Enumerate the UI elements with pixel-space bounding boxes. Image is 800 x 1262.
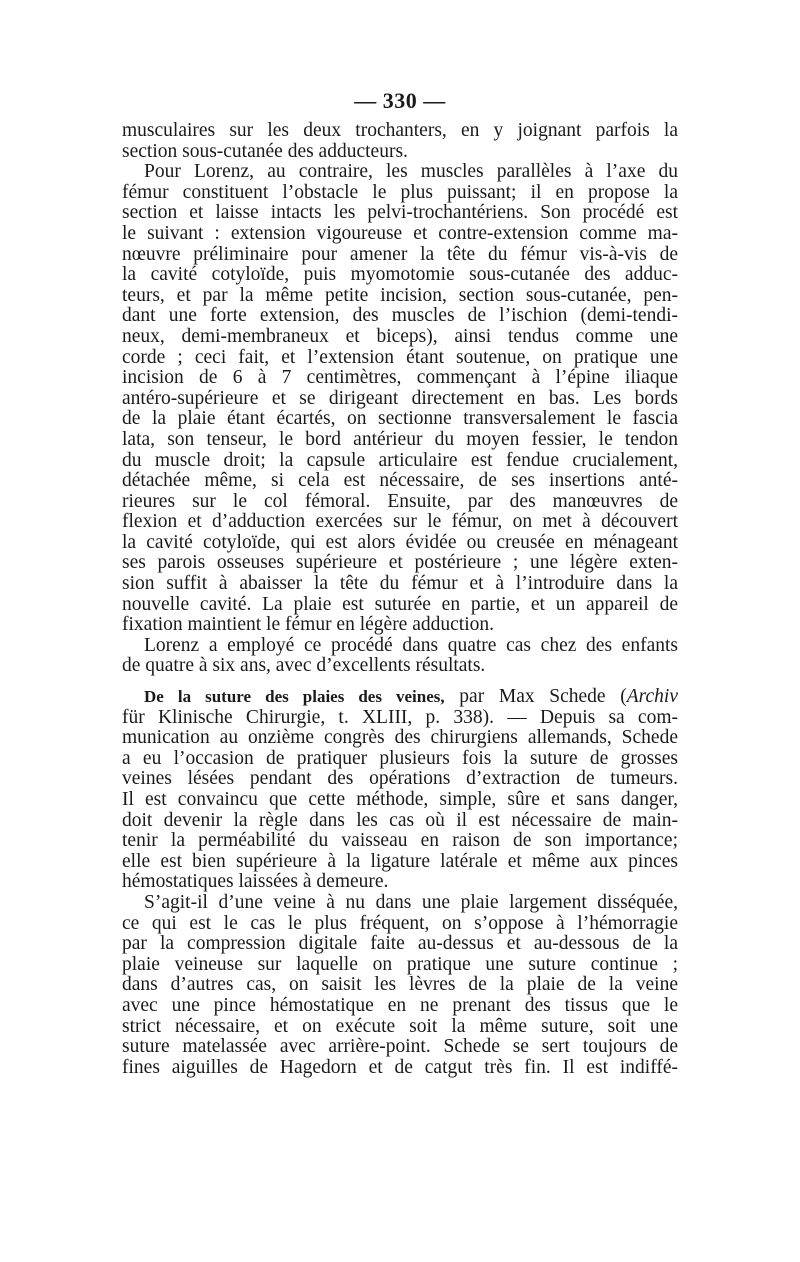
text-line: nouvelle cavité. La plaie est suturée en partie, et un appareil de bbox=[122, 593, 678, 615]
text-line: antéro-supérieure et se dirigeant directement en bas. Les bords bbox=[122, 387, 678, 409]
text-line: fixation maintient le fémur en légère adduction. bbox=[122, 614, 494, 636]
paragraph-4 bbox=[122, 687, 678, 893]
paragraph-5 bbox=[122, 893, 678, 1078]
text-line: doit devenir la règle dans les cas où il est nécessaire de main- bbox=[122, 809, 678, 831]
text-line: flexion et d’adduction exercées sur le fémur, on met à découvert bbox=[122, 511, 678, 533]
text-line: corde ; ceci fait, et l’extension étant soutenue, on pratique une bbox=[122, 346, 678, 368]
text-line: dans d’autres cas, on saisit les lèvres de la plaie de la veine bbox=[122, 974, 678, 996]
text-line: fémur constituent l’obstacle le plus puissant; il en propose la bbox=[122, 181, 678, 203]
text-line: de quatre à six ans, avec d’excellents résultats. bbox=[122, 655, 486, 677]
text-line: hémostatiques laissées à demeure. bbox=[122, 871, 389, 893]
text-line: section sous-cutanée des adducteurs. bbox=[122, 140, 408, 162]
text-line: für Klinische Chirurgie, t. XLIII, p. 338). — Depuis sa com- bbox=[122, 706, 678, 728]
text-line: Il est convaincu que cette méthode, simple, sûre et sans danger, bbox=[122, 789, 678, 810]
heading-journal: Archiv bbox=[626, 686, 678, 708]
text-line: a eu l’occasion de pratiquer plusieurs fois la suture de grosses bbox=[122, 747, 678, 769]
text-line: munication au onzième congrès des chirurgiens allemands, Schede bbox=[122, 727, 678, 749]
text-line: détachée même, si cela est nécessaire, de ses insertions anté- bbox=[122, 470, 678, 492]
text-line: sion suffit à abaisser la tête du fémur et à l’introduire dans la bbox=[122, 573, 678, 595]
text-line: fines aiguilles de Hagedorn et de catgut très fin. Il est indiffé- bbox=[122, 1056, 678, 1078]
text-line: le suivant : extension vigoureuse et contre-extension comme ma- bbox=[122, 222, 678, 244]
text-line: la cavité cotyloïde, qui est alors évidée ou creusée en ménageant bbox=[122, 531, 678, 553]
text-line: tenir la perméabilité du vaisseau en raison de son importance; bbox=[122, 830, 678, 852]
text-line: rieures sur le col fémoral. Ensuite, par des manœuvres de bbox=[122, 490, 678, 512]
text-line: nœuvre préliminaire pour amener la tête du fémur vis-à-vis de bbox=[122, 243, 678, 265]
text-line: de la plaie étant écartés, on sectionne transversalement le fascia bbox=[122, 408, 678, 430]
text-line: ses parois osseuses supérieure et postérieure ; une légère exten- bbox=[122, 552, 678, 574]
paragraph-2 bbox=[122, 162, 678, 636]
text-line: musculaires sur les deux trochanters, en y joignant parfois la bbox=[122, 120, 678, 141]
text-line: veines lésées pendant des opérations d’extraction de tumeurs. bbox=[122, 768, 678, 790]
text-line: neux, demi-membraneux et biceps), ainsi tendus comme une bbox=[122, 325, 678, 347]
text-line: incision de 6 à 7 centimètres, commençant à l’épine iliaque bbox=[122, 367, 678, 389]
text-line: S’agit-il d’une veine à nu dans une plaie largement disséquée, bbox=[144, 891, 678, 913]
text-line: Pour Lorenz, au contraire, les muscles parallèles à l’axe du bbox=[144, 161, 678, 183]
text-line: ce qui est le cas le plus fréquent, on s’oppose à l’hémorragie bbox=[122, 912, 678, 934]
text-line: suture matelassée avec arrière-point. Schede se sert toujours de bbox=[122, 1036, 678, 1058]
text-line: plaie veineuse sur laquelle on pratique une suture continue ; bbox=[122, 953, 678, 975]
text-line: section et laisse intacts les pelvi-trochantériens. Son procédé est bbox=[122, 202, 678, 224]
section-heading-line bbox=[122, 687, 678, 708]
text-line: avec une pince hémostatique en ne prenant des tissus que le bbox=[122, 994, 678, 1016]
text-line: du muscle droit; la capsule articulaire est fendue crucialement, bbox=[122, 449, 678, 471]
paragraph-3 bbox=[122, 636, 678, 677]
body-text bbox=[122, 121, 678, 1078]
text-line: lata, son tenseur, le bord antérieur du moyen fessier, le tendon bbox=[122, 428, 678, 450]
paragraph-1 bbox=[122, 121, 678, 162]
text-line: par la compression digitale faite au-dessus et au-dessous de la bbox=[122, 933, 678, 955]
text-line: strict nécessaire, et on exécute soit la même suture, soit une bbox=[122, 1015, 678, 1037]
text-line: teurs, et par la même petite incision, section sous-cutanée, pen- bbox=[122, 284, 678, 306]
page-number: — 330 — bbox=[354, 88, 446, 113]
text-line: elle est bien supérieure à la ligature latérale et même aux pinces bbox=[122, 850, 678, 872]
text-line: dant une forte extension, des muscles de l’ischion (demi-tendi- bbox=[122, 305, 678, 327]
text-line: Lorenz a employé ce procédé dans quatre cas chez des enfants bbox=[144, 634, 678, 656]
text-line: la cavité cotyloïde, puis myomotomie sous-cutanée des adduc- bbox=[122, 264, 678, 286]
heading-author: par Max Schede ( bbox=[444, 686, 627, 708]
section-heading: De la suture des plaies des veines, bbox=[144, 687, 445, 707]
